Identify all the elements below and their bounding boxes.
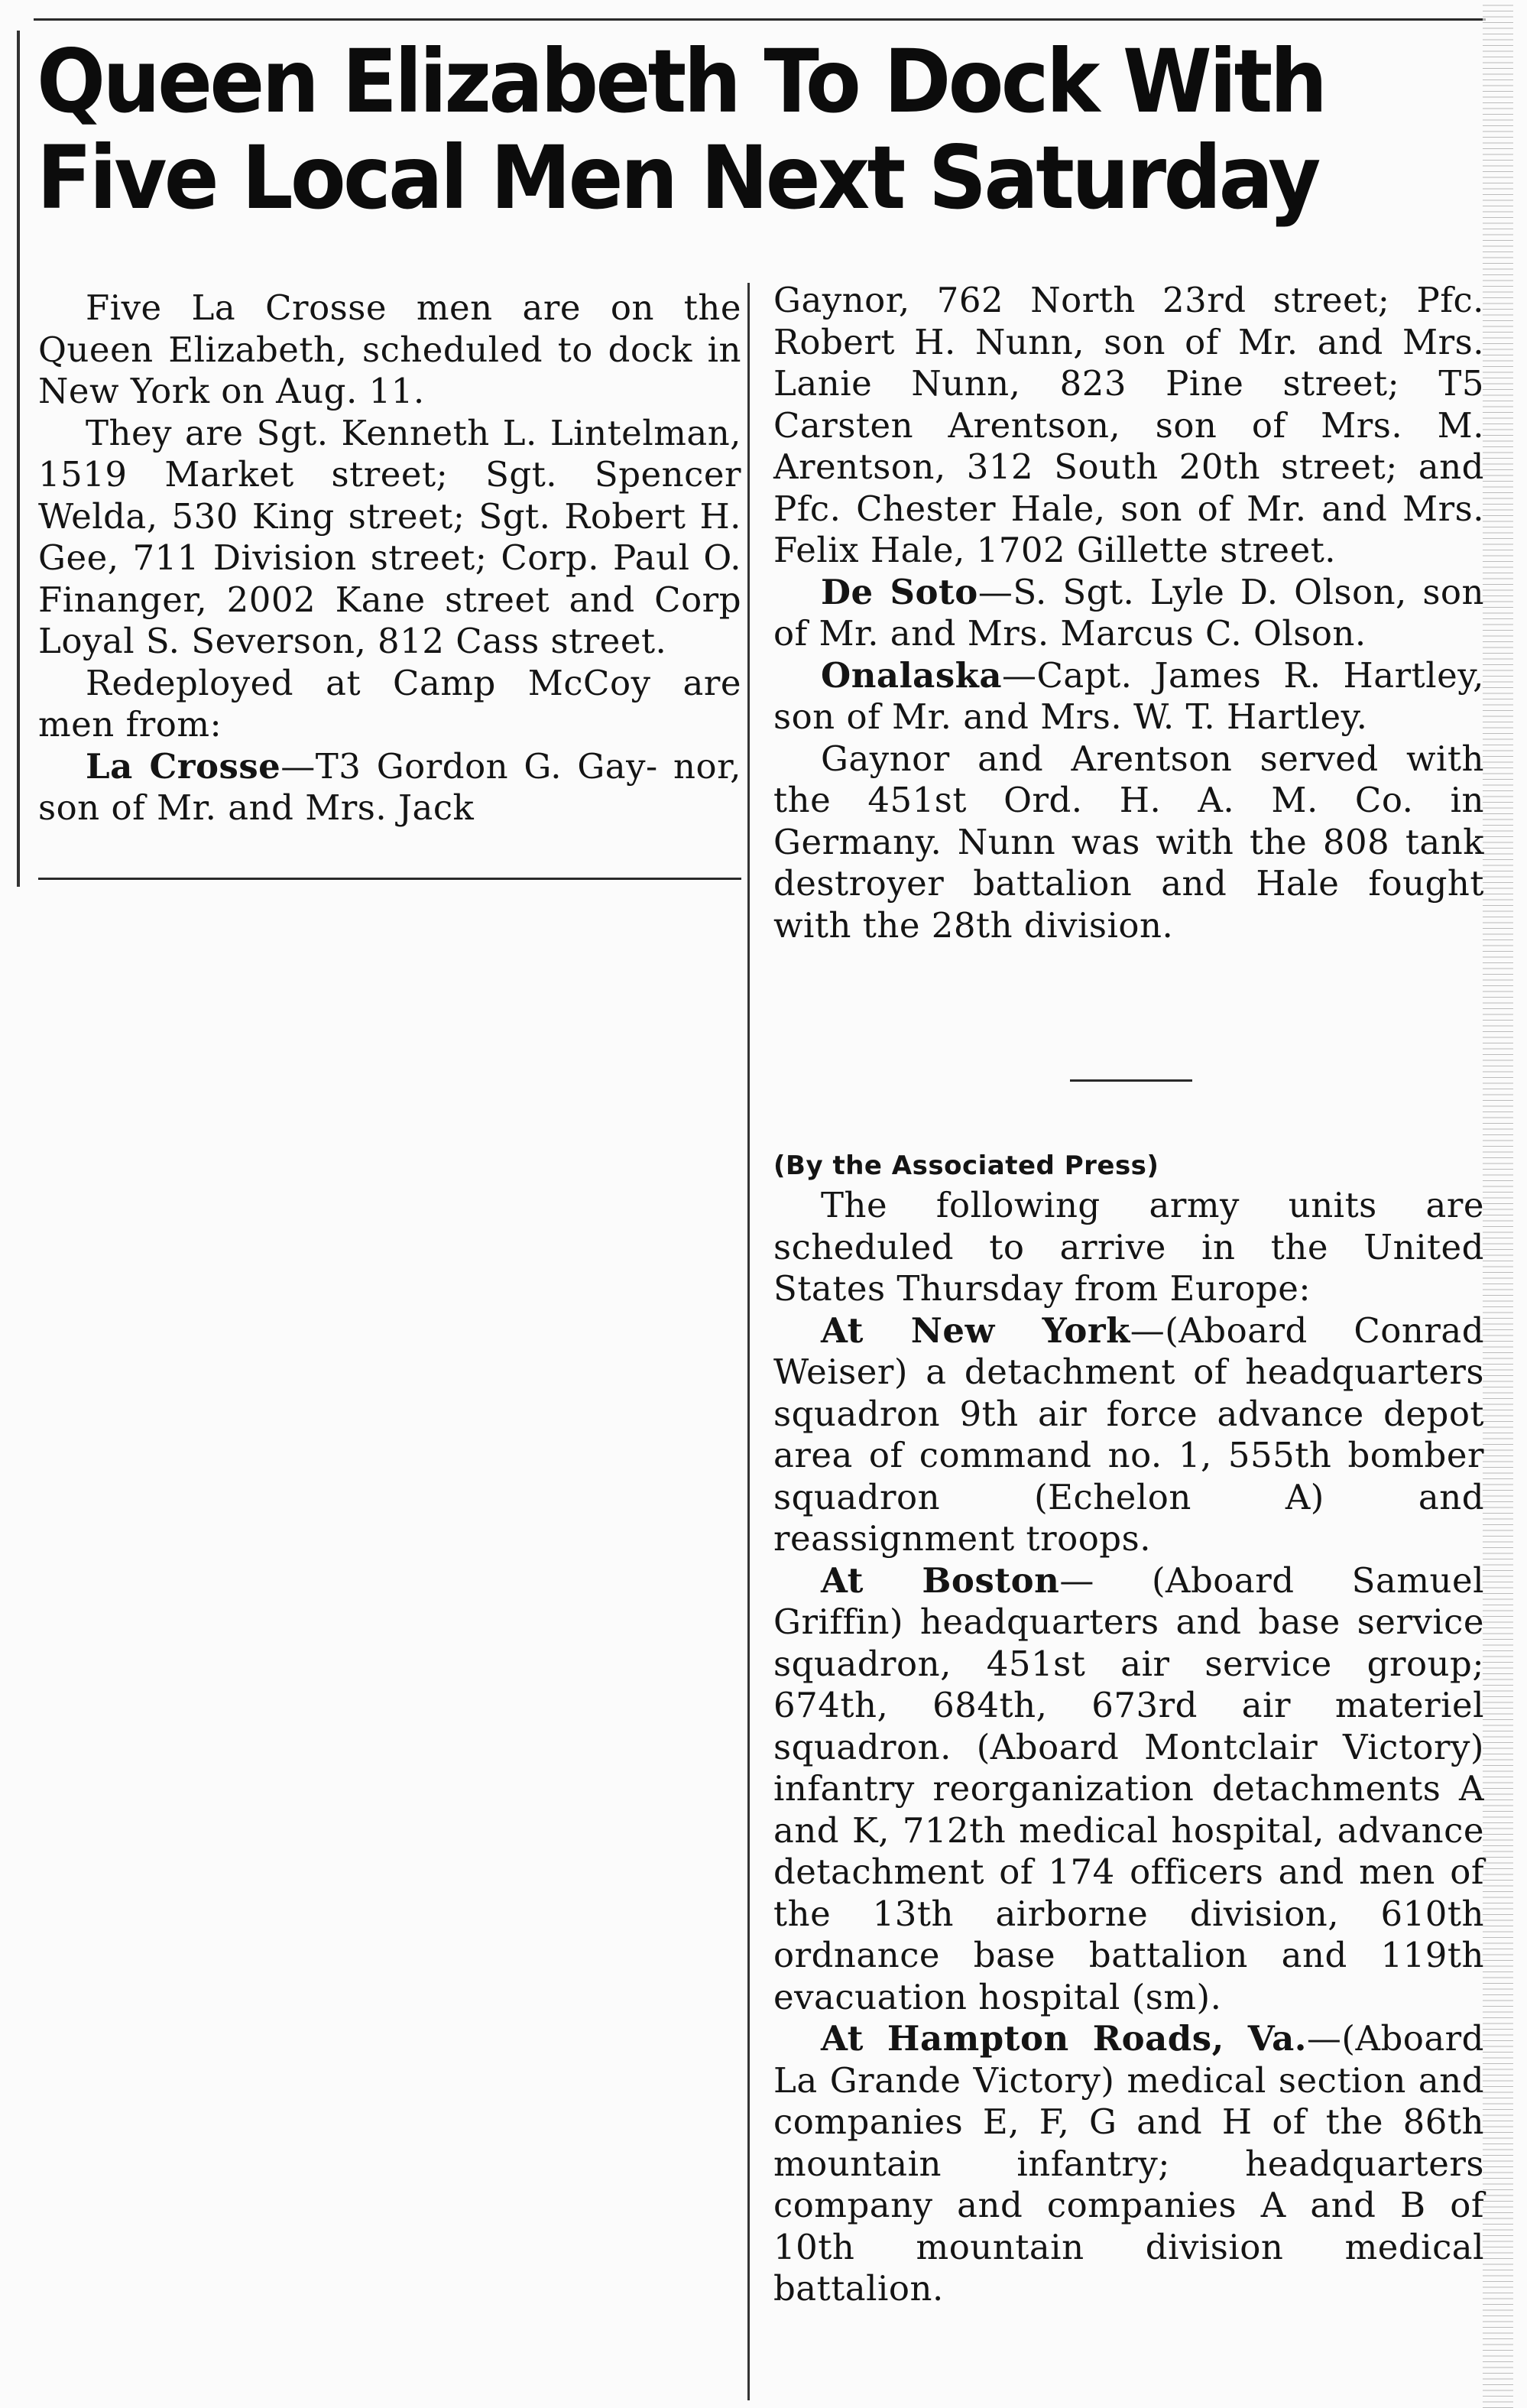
paragraph <box>773 2018 1484 2310</box>
torn-edge <box>1483 0 1513 2408</box>
paragraph: Redeployed at Camp McCoy are men from: <box>38 662 741 745</box>
paragraph: Five La Crosse men are on the Queen Elizabeth, scheduled to dock in New York on Aug. 11. <box>38 287 741 411</box>
headline: Queen Elizabeth To Dock With Five Local Men Next Saturday <box>37 31 1325 229</box>
paragraph <box>38 746 741 829</box>
section-rule <box>1070 1079 1192 1082</box>
column-divider <box>747 283 750 2400</box>
top-rule <box>34 18 1486 21</box>
paragraph: They are Sgt. Kenneth L. Lintelman, 1519 Market street; Sgt. Spencer Welda, 530 King street; Sgt. Robert H. Gee, 711 Division street; Corp. Paul O. Finanger, 2002 Kane street and Corp Loyal S. Severson, 812 Cass street. <box>38 412 741 661</box>
place-label: La Crosse <box>86 745 281 787</box>
place-label: At Boston <box>821 1559 1060 1601</box>
column-1-end-rule <box>38 878 741 880</box>
place-label: At New York <box>821 1309 1130 1351</box>
paragraph: Gaynor, 762 North 23rd street; Pfc. Robert H. Nunn, son of Mr. and Mrs. Lanie Nunn, 823 Pine street; T5 Carsten Arentson, son of Mrs. M. Arentson, 312 South 20th street; and Pfc. Chester Hale, son of Mr. and Mrs. Felix Hale, 1702 Gillette street. <box>773 280 1484 570</box>
paragraph <box>773 1310 1484 1560</box>
paragraph <box>773 655 1484 738</box>
paragraph-text: —(Aboard La Grande Victory) medical section and companies E, F, G and H of the 86th mountain infantry; headquarters company and companies A and B of 10th mountain division medical battalion. <box>773 2018 1484 2309</box>
place-label: Onalaska <box>821 654 1002 696</box>
paragraph-text: —Capt. James R. Hartley, son of Mr. and Mrs. W. T. Hartley. <box>773 654 1484 737</box>
paragraph <box>773 572 1484 655</box>
left-column-border <box>17 31 20 887</box>
column-2 <box>773 280 1484 946</box>
column-1 <box>38 287 741 829</box>
paragraph-text: — (Aboard Samuel Griffin) headquarters and base service squadron, 451st air service group; 674th, 684th, 673rd air materiel squadron. (Aboard Montclair Victory) infantry reorganization detachments A and K, 712th medical hospital, advance detachment of 174 officers and men of the 13th airborne division, 610th ordnance base battalion and 119th evacuation hospital (sm). <box>773 1559 1484 2017</box>
byline: (By the Associated Press) <box>773 1150 1159 1181</box>
place-label: De Soto <box>821 571 978 612</box>
column-2-wire-report <box>773 1147 1484 2310</box>
paragraph <box>773 1560 1484 2019</box>
paragraph-text: —(Aboard Conrad Weiser) a detachment of headquarters squadron 9th air force advance depot area of command no. 1, 555th bomber squadron (Echelon A) and reassignment troops. <box>773 1309 1484 1559</box>
paragraph: The following army units are scheduled to arrive in the United States Thursday from Europe: <box>773 1185 1484 1309</box>
place-label: At Hampton Roads, Va. <box>821 2018 1307 2059</box>
paragraph-text: —T3 Gordon G. Gay- nor, son of Mr. and Mrs. Jack <box>38 745 741 828</box>
paragraph-text: —S. Sgt. Lyle D. Olson, son of Mr. and Mrs. Marcus C. Olson. <box>773 571 1484 654</box>
paragraph: Gaynor and Arentson served with the 451st Ord. H. A. M. Co. in Germany. Nunn was with the 808 tank destroyer battalion and Hale fought with the 28th division. <box>773 738 1484 946</box>
